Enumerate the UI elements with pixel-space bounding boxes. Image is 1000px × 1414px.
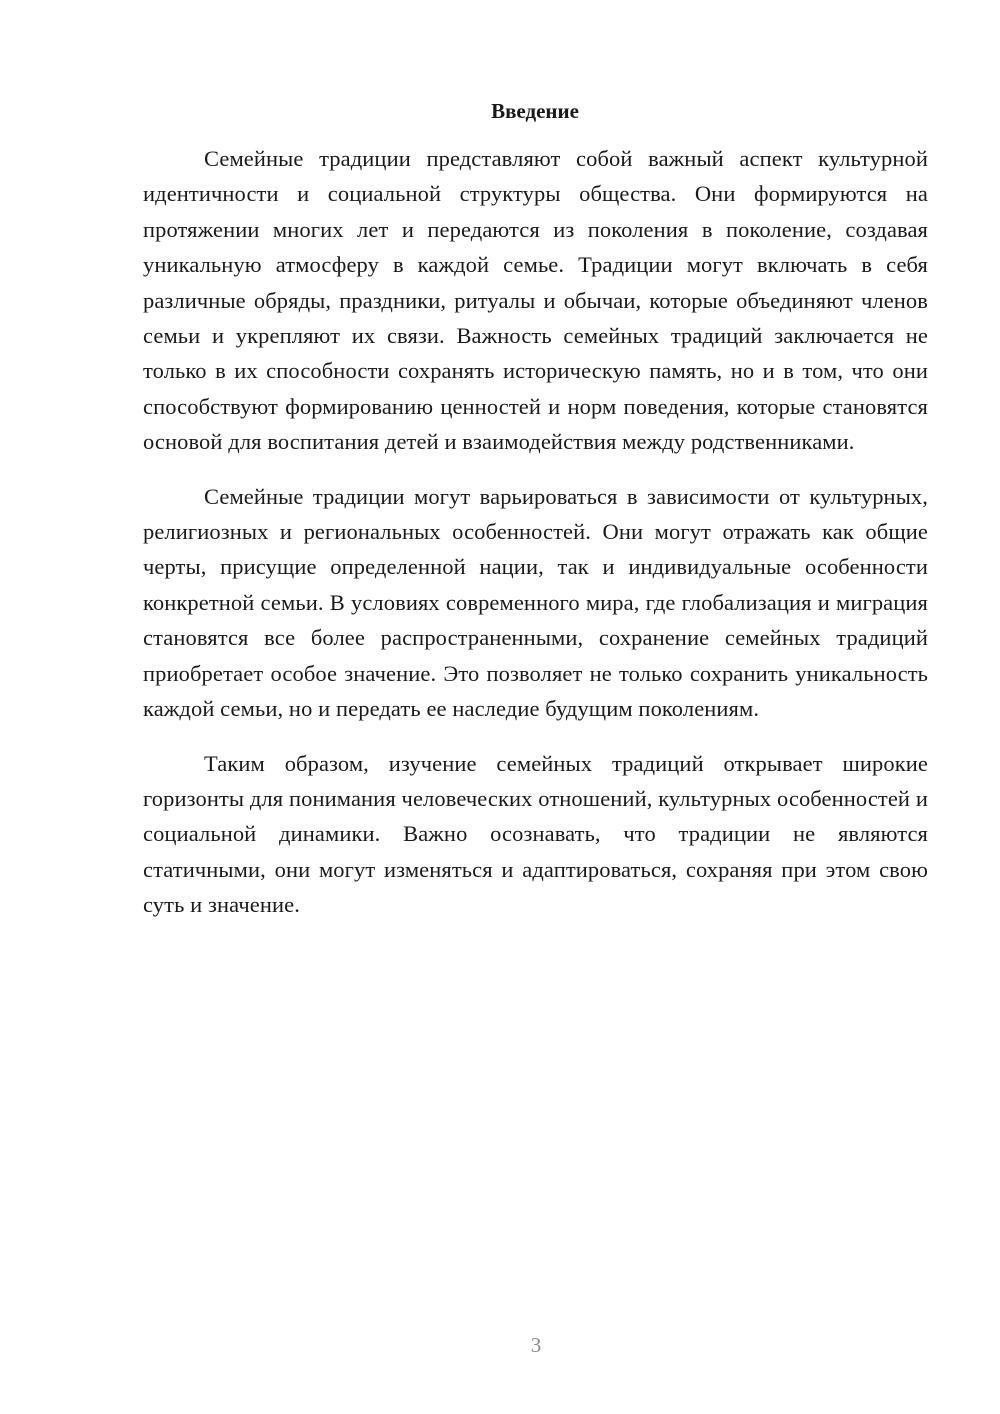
body-text [143, 141, 928, 942]
paragraph-1: Семейные традиции представляют собой важный аспект культурной идентичности и социальной структуры общества. Они формируются на протяжении многих лет и передаются из поколения в поколение, создавая уникальную атмосферу в каждой семье. Традиции могут включать в себя различные обряды, праздники, ритуалы и обычаи, которые объединяют членов семьи и укрепляют их связи. Важность семейных традиций заключается не только в их способности сохранять историческую память, но и в том, что они способствуют формированию ценностей и норм поведения, которые становятся основой для воспитания детей и взаимодействия между родственниками. [143, 146, 928, 455]
paragraph-3: Таким образом, изучение семейных традиций открывает широкие горизонты для понимания человеческих отношений, культурных особенностей и социальной динамики. Важно осознавать, что традиции не являются статичными, они могут изменяться и адаптироваться, сохраняя при этом свою суть и значение. [143, 750, 928, 918]
section-heading: Введение [491, 99, 579, 123]
paragraph-2: Семейные традиции могут варьироваться в зависимости от культурных, религиозных и региональных особенностей. Они могут отражать как общие черты, присущие определенной нации, так и индивидуальные особенности конкретной семьи. В условиях современного мира, где глобализация и миграция становятся все более распространенными, сохранение семейных традиций приобретает особое значение. Это позволяет не только сохранить уникальность каждой семьи, но и передать ее наследие будущим поколениям. [143, 483, 928, 722]
page-number: 3 [530, 1333, 542, 1357]
